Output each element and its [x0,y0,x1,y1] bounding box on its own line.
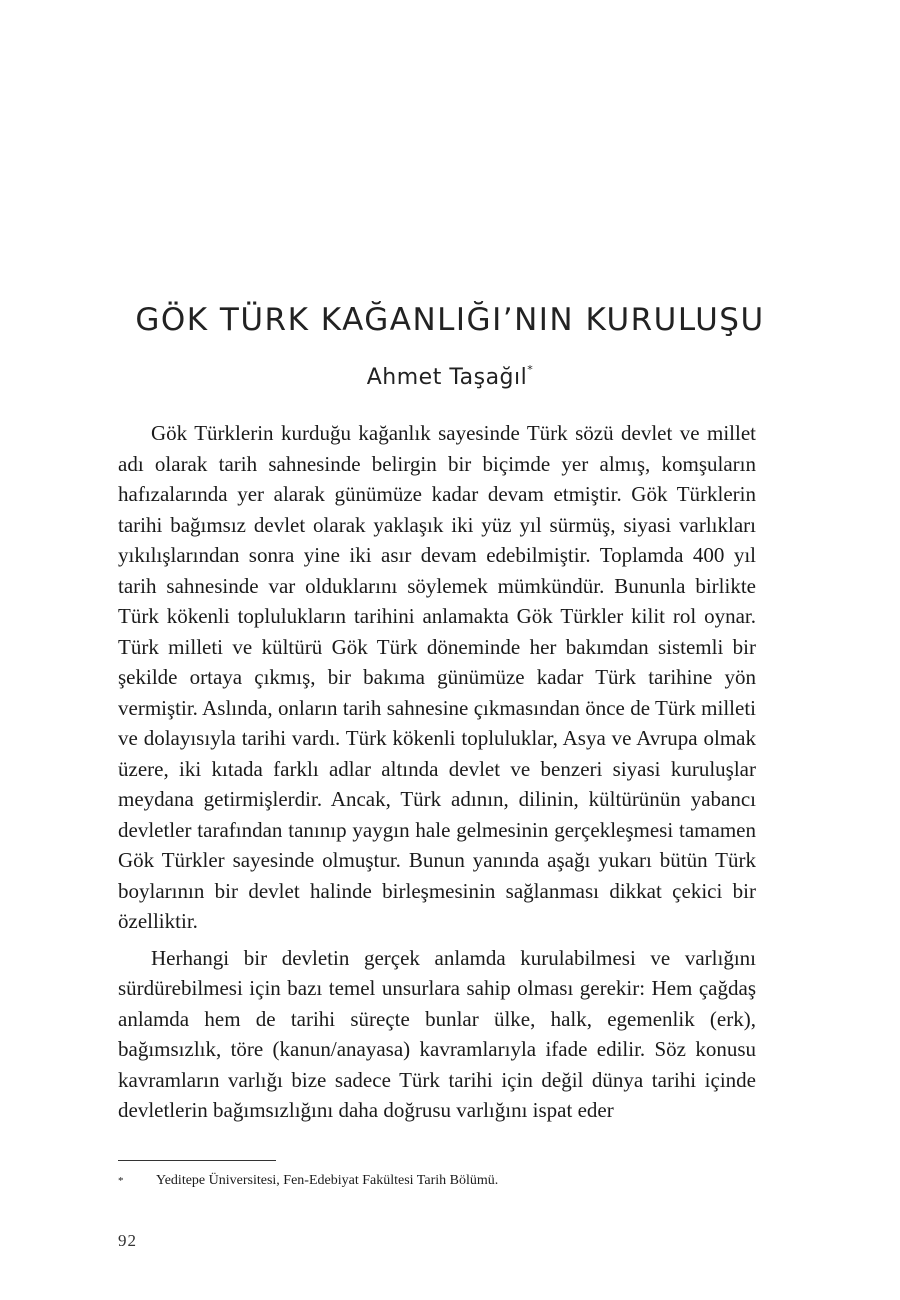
body-text [118,418,756,1132]
author-name: Ahmet Taşağıl [366,365,528,390]
author-line [0,365,900,390]
paragraph-2: Herhangi bir devletin gerçek anlamda kurulabilmesi ve varlığını sürdürebilmesi için bazı temel unsurlara sahip olması gerekir: Hem çağdaş anlamda hem de tarihi süreçte bunlar ülke, halk, egemenlik (erk), bağımsızlık, töre (kanun/anayasa) kavramlarıyla ifade edilir. Söz konusu kavramların varlığı bize sadece Türk tarihi için değil dünya tarihi içinde devletlerin bağımsızlığını daha doğrusu varlığını ispat eder [118,945,756,1122]
chapter-title: GÖK TÜRK KAĞANLIĞI’NIN KURULUŞU [135,302,765,338]
page-number: 92 [118,1231,137,1250]
footnote-mark: * [118,1175,124,1187]
footnote [118,1172,758,1190]
paragraph-1: Gök Türklerin kurduğu kağanlık sayesinde Türk sözü devlet ve millet adı olarak tarih sahnesinde belirgin bir biçimde yer almış, komşuların hafızalarında yer alarak günümüze kadar devam etmiştir. Gök Türklerin tarihi bağımsız devlet olarak yaklaşık iki yüz yıl sürmüş, siyasi varlıkları yıkılışlarından sonra yine iki asır devam edebilmiştir. Toplamda 400 yıl tarih sahnesinde var olduklarını söylemek mümkündür. Bununla birlikte Türk kökenli toplulukların tarihini anlamakta Gök Türkler kilit rol oynar. Türk milleti ve kültürü Gök Türk döneminde her bakımdan sistemli bir şekilde ortaya çıkmış, bir bakıma günümüze kadar Türk tarihine yön vermiştir. Aslında, onların tarih sahnesine çıkmasından önce de Türk milleti ve dolayısıyla tarihi vardı. Türk kökenli topluluklar, Asya ve Avrupa olmak üzere, iki kıtada farklı adlar altında devlet ve benzeri siyasi kuruluşlar meydana getirmişlerdir. Ancak, Türk adının, dilinin, kültürünün yabancı devletler tarafından tanınıp yaygın hale gelmesinin gerçekleşmesi tamamen Gök Türkler sayesinde olmuştur. Bunun yanında aşağı yukarı bütün Türk boylarının bir devlet halinde birleşmesinin sağlanması dikkat çekici bir özelliktir. [118,421,756,933]
footnote-divider [118,1160,276,1161]
author-footnote-mark: * [527,363,534,376]
footnote-text: Yeditepe Üniversitesi, Fen-Edebiyat Fakültesi Tarih Bölümü. [156,1173,499,1188]
